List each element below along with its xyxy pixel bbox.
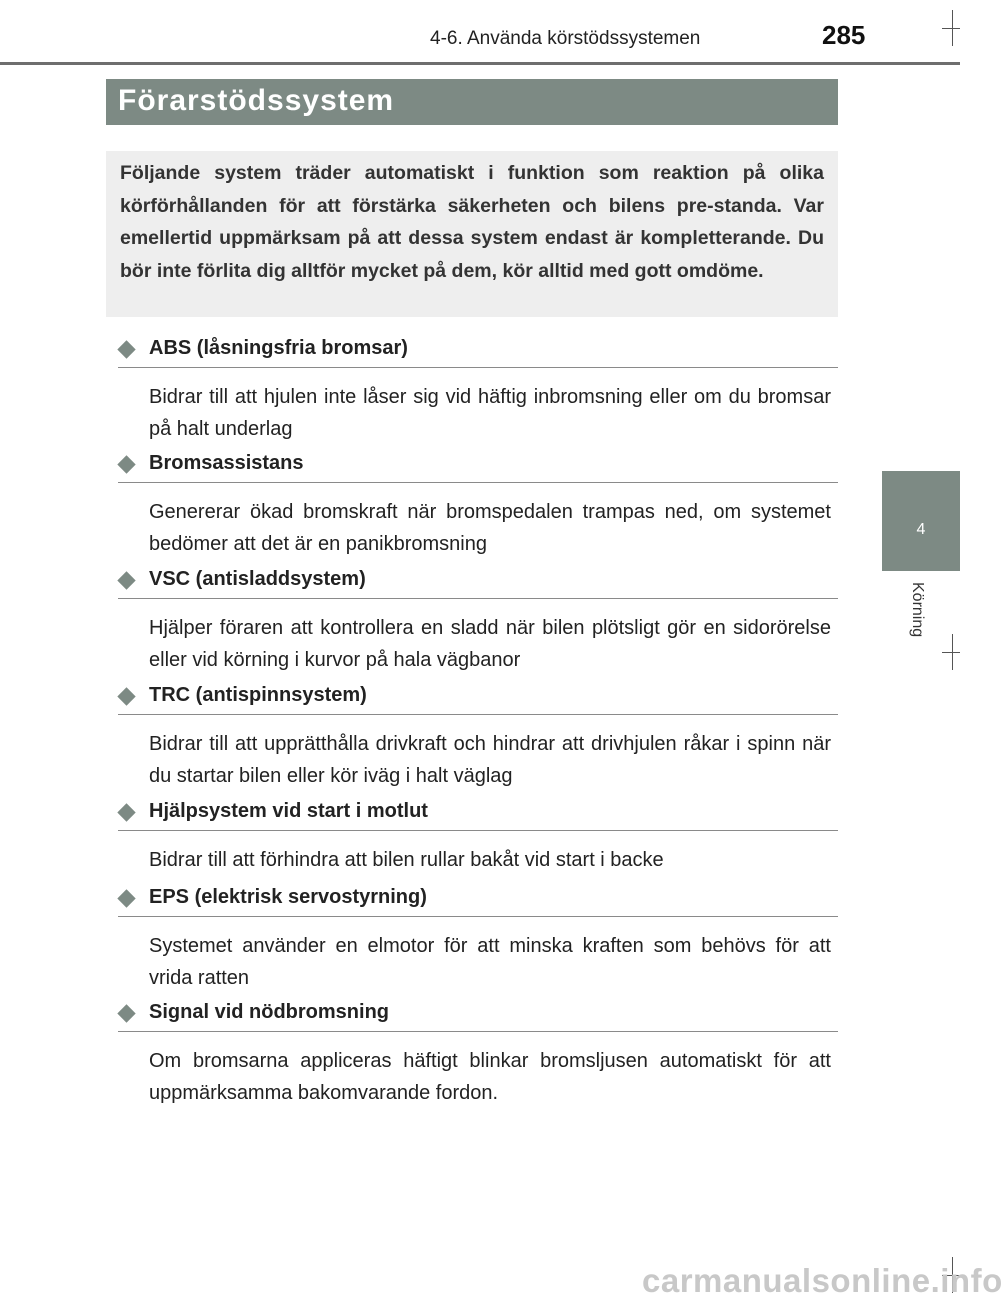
item-description: Hjälper föraren att kontrollera en sladd när bilen plötsligt gör en sidorörelse eller vid körning i kurvor på hala vägbanor (149, 617, 831, 671)
page-number: 285 (822, 20, 866, 50)
header-rule (0, 62, 960, 65)
watermark: carmanualsonline.info (642, 1262, 1003, 1299)
item-description: Bidrar till att hjulen inte låser sig vid häftig inbromsning eller om du bromsar på halt underlag (149, 386, 831, 440)
item-heading (118, 452, 838, 483)
list-item-hill-start (118, 800, 838, 876)
item-heading (118, 1001, 838, 1032)
diamond-bullet-icon (117, 803, 135, 821)
list-item-brake-assist (118, 452, 838, 560)
item-heading (118, 684, 838, 715)
chapter-label: Körning (909, 582, 926, 638)
running-header: 4-6. Använda körstödssystemen (430, 28, 701, 49)
diamond-bullet-icon (117, 687, 135, 705)
diamond-bullet-icon (117, 1004, 135, 1022)
item-description: Bidrar till att upprätthålla drivkraft och hindrar att drivhjulen råkar i spinn när du startar bilen eller kör iväg i halt väglag (149, 733, 831, 787)
chapter-tab (882, 471, 960, 571)
item-title: TRC (antispinnsystem) (149, 684, 367, 706)
crop-mark (952, 634, 953, 670)
item-title: Hjälpsystem vid start i motlut (149, 800, 428, 822)
list-item-trc (118, 684, 838, 792)
crop-mark (942, 28, 960, 29)
page-title: Förarstödssystem (118, 84, 395, 117)
item-title: Bromsassistans (149, 452, 304, 474)
diamond-bullet-icon (117, 889, 135, 907)
section-title-bar (106, 79, 838, 125)
diamond-bullet-icon (117, 340, 135, 358)
item-description: Bidrar till att förhindra att bilen rullar bakåt vid start i backe (149, 849, 664, 871)
item-description: Systemet använder en elmotor för att minska kraften som behövs för att vrida ratten (149, 935, 831, 989)
item-title: VSC (antisladdsystem) (149, 568, 366, 590)
item-description: Om bromsarna appliceras häftigt blinkar bromsljusen automatiskt för att uppmärksamma bakomvarande fordon. (149, 1050, 831, 1104)
intro-text: Följande system träder automatiskt i funktion som reaktion på olika körförhållanden för att förstärka säkerheten och bilens pre-standa. Var emellertid uppmärksam på att dessa system endast är kompletterande. Du bör inte förlita dig alltför mycket på dem, kör alltid med gott omdöme. (120, 162, 824, 282)
item-heading (118, 568, 838, 599)
item-title: Signal vid nödbromsning (149, 1001, 389, 1023)
list-item-eps (118, 886, 838, 994)
list-item-abs (118, 337, 838, 445)
list-item-emergency-brake-signal (118, 1001, 838, 1109)
crop-mark (952, 10, 953, 46)
item-title: EPS (elektrisk servostyrning) (149, 886, 427, 908)
item-heading (118, 886, 838, 917)
chapter-number: 4 (916, 521, 926, 538)
item-title: ABS (låsningsfria bromsar) (149, 337, 408, 359)
diamond-bullet-icon (117, 455, 135, 473)
item-description: Genererar ökad bromskraft när bromspedalen trampas ned, om systemet bedömer att det är en panikbromsning (149, 501, 831, 555)
item-heading (118, 337, 838, 368)
list-item-vsc (118, 568, 838, 676)
crop-mark (942, 652, 960, 653)
item-heading (118, 800, 838, 831)
diamond-bullet-icon (117, 571, 135, 589)
intro-box (106, 151, 838, 317)
